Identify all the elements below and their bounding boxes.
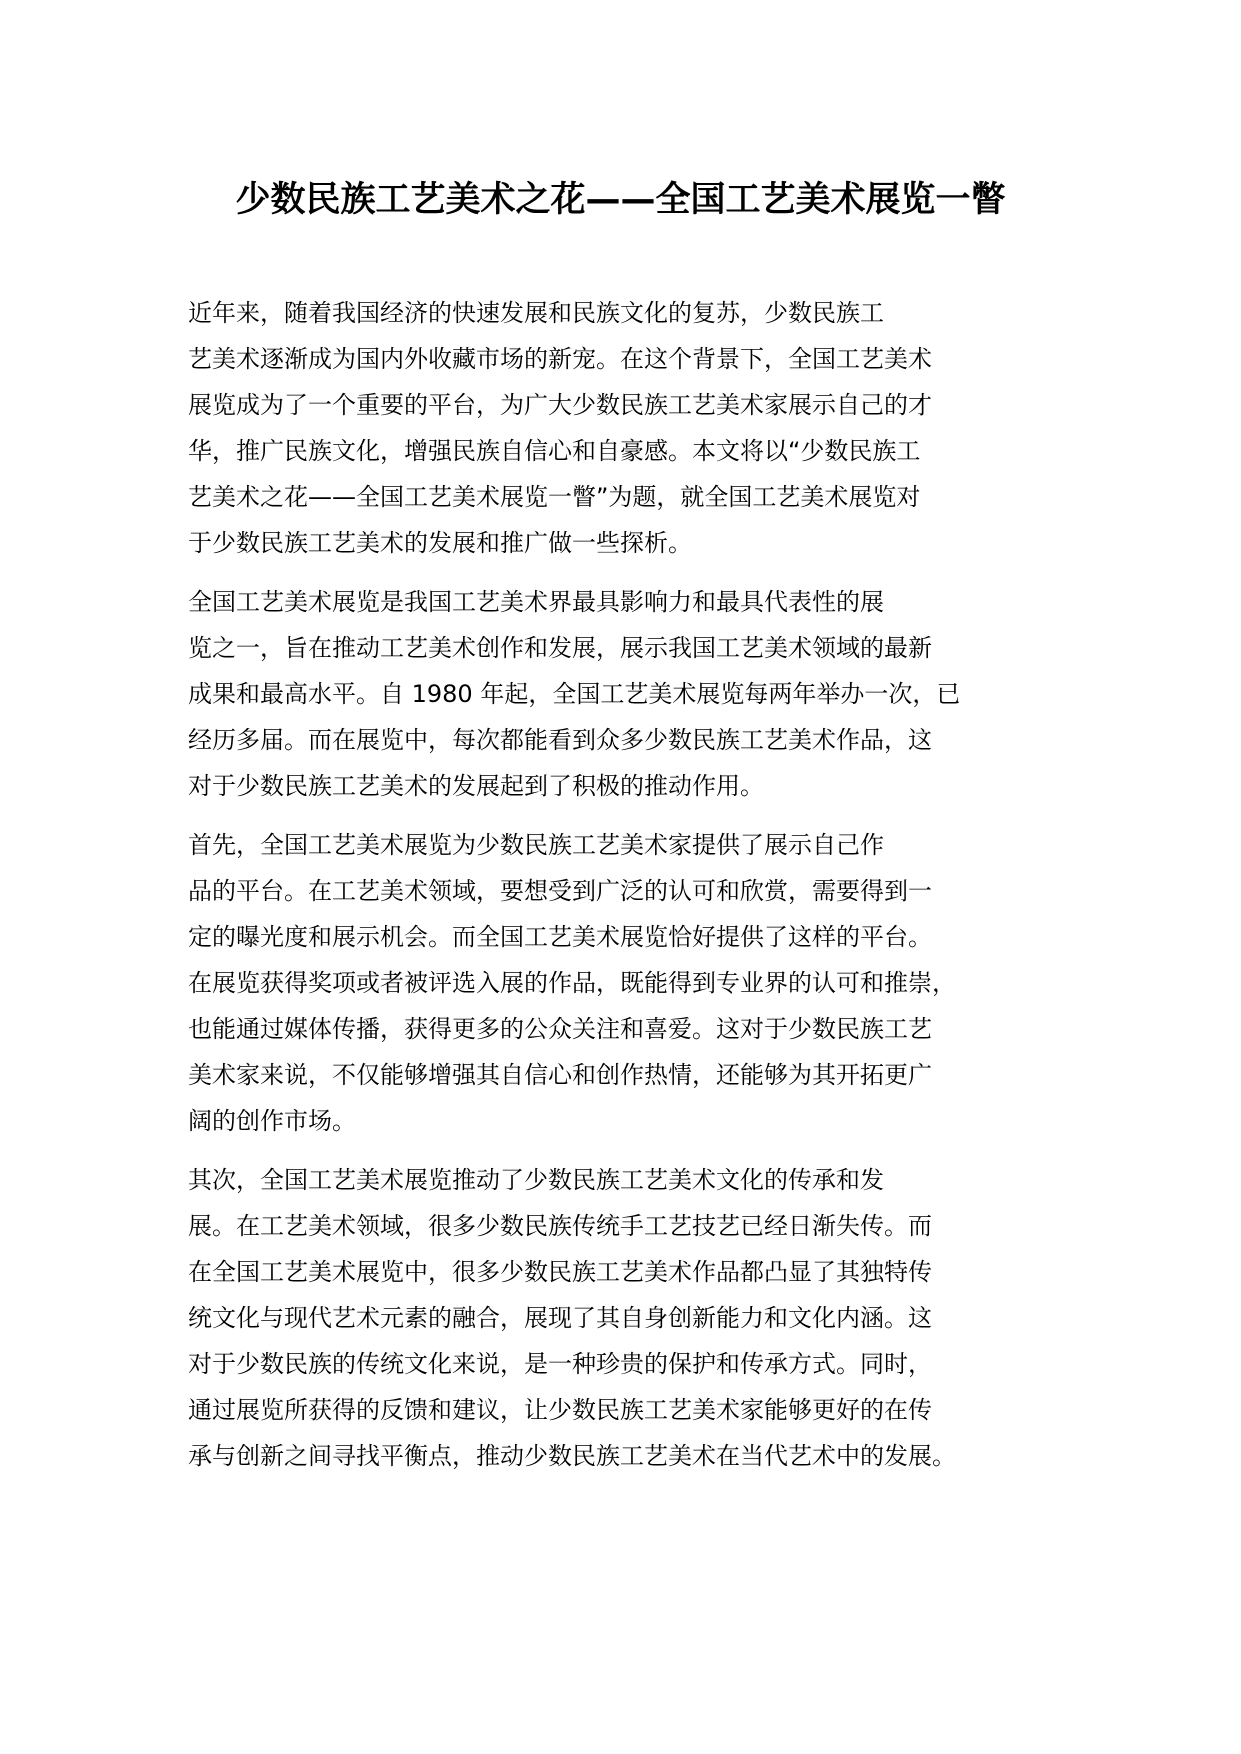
paragraph-line: 对于少数民族的传统文化来说，是一种珍贵的保护和传承方式。同时， <box>188 1350 932 1378</box>
paragraph-line: 其次，全国工艺美术展览推动了少数民族工艺美术文化的传承和发 <box>188 1166 884 1194</box>
paragraph-line: 也能通过媒体传播，获得更多的公众关注和喜爱。这对于少数民族工艺 <box>188 1015 932 1043</box>
paragraph-line: 华，推广民族文化，增强民族自信心和自豪感。本文将以“少数民族工 <box>188 437 921 465</box>
paragraph-line: 通过展览所获得的反馈和建议，让少数民族工艺美术家能够更好的在传 <box>188 1396 932 1424</box>
paragraph-line: 经历多届。而在展览中，每次都能看到众多少数民族工艺美术作品，这 <box>188 726 932 754</box>
paragraph-line: 统文化与现代艺术元素的融合，展现了其自身创新能力和文化内涵。这 <box>188 1304 932 1332</box>
paragraph <box>188 579 1073 809</box>
paragraph-line: 在展览获得奖项或者被评选入展的作品，既能得到专业界的认可和推崇， <box>188 969 956 997</box>
paragraph-line: 展览成为了一个重要的平台，为广大少数民族工艺美术家展示自己的才 <box>188 391 932 419</box>
paragraph <box>188 1157 1073 1479</box>
paragraph-line: 在全国工艺美术展览中，很多少数民族工艺美术作品都凸显了其独特传 <box>188 1258 932 1286</box>
document-body <box>188 290 1073 1492</box>
paragraph-line: 阔的创作市场。 <box>188 1107 356 1135</box>
paragraph-line: 美术家来说，不仅能够增强其自信心和创作热情，还能够为其开拓更广 <box>188 1061 932 1089</box>
paragraph-line: 览之一，旨在推动工艺美术创作和发展，展示我国工艺美术领域的最新 <box>188 634 932 662</box>
paragraph-line: 近年来，随着我国经济的快速发展和民族文化的复苏，少数民族工 <box>188 299 884 327</box>
paragraph <box>188 290 1073 566</box>
paragraph-line: 承与创新之间寻找平衡点，推动少数民族工艺美术在当代艺术中的发展。 <box>188 1442 956 1470</box>
paragraph-line: 品的平台。在工艺美术领域，要想受到广泛的认可和欣赏，需要得到一 <box>188 877 932 905</box>
paragraph-line: 成果和最高水平。自 1980 年起，全国工艺美术展览每两年举办一次，已 <box>188 680 961 708</box>
paragraph <box>188 822 1073 1144</box>
paragraph-line: 展。在工艺美术领域，很多少数民族传统手工艺技艺已经日渐失传。而 <box>188 1212 932 1240</box>
document-title: 少数民族工艺美术之花——全国工艺美术展览一瞥 <box>235 180 1006 220</box>
paragraph-line: 艺美术之花——全国工艺美术展览一瞥”为题，就全国工艺美术展览对 <box>188 483 921 511</box>
paragraph-line: 艺美术逐渐成为国内外收藏市场的新宠。在这个背景下，全国工艺美术 <box>188 345 932 373</box>
paragraph-line: 首先，全国工艺美术展览为少数民族工艺美术家提供了展示自己作 <box>188 831 884 859</box>
paragraph-line: 于少数民族工艺美术的发展和推广做一些探析。 <box>188 529 692 557</box>
paragraph-line: 对于少数民族工艺美术的发展起到了积极的推动作用。 <box>188 772 764 800</box>
paragraph-line: 定的曝光度和展示机会。而全国工艺美术展览恰好提供了这样的平台。 <box>188 923 932 951</box>
paragraph-line: 全国工艺美术展览是我国工艺美术界最具影响力和最具代表性的展 <box>188 588 884 616</box>
